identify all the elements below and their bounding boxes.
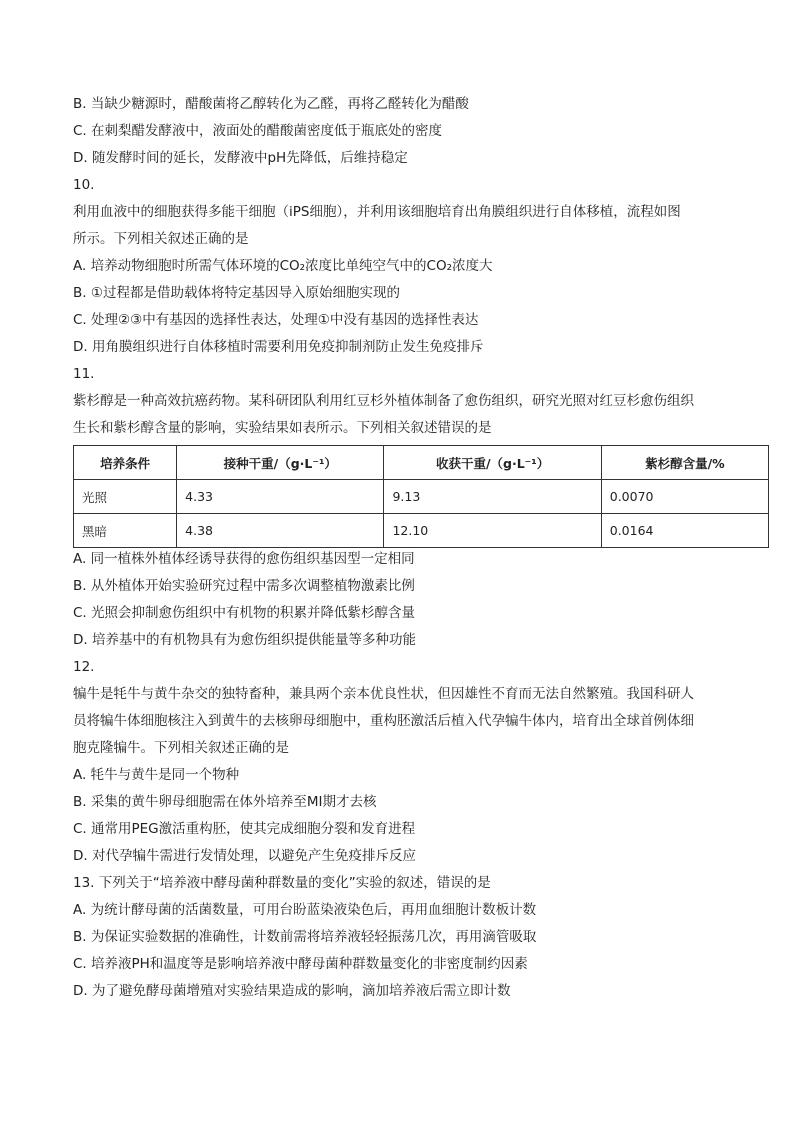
q11-option-b: B. 从外植体开始实验研究过程中需多次调整植物激素比例 [73, 578, 415, 594]
q11-option-a: A. 同一植株外植体经诱导获得的愈伤组织基因型一定相同 [73, 551, 415, 567]
table-cell: 0.0070 [601, 480, 768, 514]
table-header-cell: 培养条件 [74, 446, 177, 480]
q13-option-d: D. 为了避免酵母菌增殖对实验结果造成的影响，滴加培养液后需立即计数 [73, 983, 511, 999]
q11-stem-line-1: 紫杉醇是一种高效抗癌药物。某科研团队利用红豆杉外植体制备了愈伤组织，研究光照对红豆杉愈伤组织 [73, 393, 694, 409]
table-header-cell: 紫杉醇含量/% [601, 446, 768, 480]
table-row [74, 480, 769, 514]
q13-option-a: A. 为统计酵母菌的活菌数量，可用台盼蓝染液染色后，再用血细胞计数板计数 [73, 902, 537, 918]
q9-option-c: C. 在刺梨醋发酵液中，液面处的醋酸菌密度低于瓶底处的密度 [73, 123, 443, 139]
q12-option-b: B. 采集的黄牛卵母细胞需在体外培养至MⅠ期才去核 [73, 794, 377, 810]
table-cell: 光照 [74, 480, 177, 514]
table-cell: 4.38 [177, 514, 384, 548]
q10-option-d: D. 用角膜组织进行自体移植时需要利用免疫抑制剂防止发生免疫排斥 [73, 339, 484, 355]
table-row [74, 514, 769, 548]
q9-option-b: B. 当缺少糖源时，醋酸菌将乙醇转化为乙醛，再将乙醛转化为醋酸 [73, 96, 469, 112]
table-header-cell: 接种干重/（g·L⁻¹） [177, 446, 384, 480]
table-cell: 9.13 [384, 480, 601, 514]
q13-option-c: C. 培养液PH和温度等是影响培养液中酵母菌种群数量变化的非密度制约因素 [73, 956, 528, 972]
q11-stem-line-2: 生长和紫杉醇含量的影响，实验结果如表所示。下列相关叙述错误的是 [73, 420, 492, 436]
q10-stem-line-2: 所示。下列相关叙述正确的是 [73, 231, 249, 247]
table-header-row [74, 446, 769, 480]
q11-option-c: C. 光照会抑制愈伤组织中有机物的积累并降低紫杉醇含量 [73, 605, 416, 621]
table-cell: 0.0164 [601, 514, 768, 548]
q12-stem-line-3: 胞克隆犏牛。下列相关叙述正确的是 [73, 740, 289, 756]
q10-option-b: B. ①过程都是借助载体将特定基因导入原始细胞实现的 [73, 285, 400, 301]
q12-stem-line-1: 犏牛是牦牛与黄牛杂交的独特畜种，兼具两个亲本优良性状，但因雄性不育而无法自然繁殖。我国科研人 [73, 686, 694, 702]
q13-stem: 13. 下列关于“培养液中酵母菌种群数量的变化”实验的叙述，错误的是 [73, 875, 491, 891]
table-cell: 黑暗 [74, 514, 177, 548]
q11-option-d: D. 培养基中的有机物具有为愈伤组织提供能量等多种功能 [73, 632, 416, 648]
q12-option-c: C. 通常用PEG激活重构胚，使其完成细胞分裂和发育进程 [73, 821, 416, 837]
q12-number: 12. [73, 659, 95, 675]
q10-option-c: C. 处理②③中有基因的选择性表达，处理①中没有基因的选择性表达 [73, 312, 479, 328]
q12-option-d: D. 对代孕犏牛需进行发情处理，以避免产生免疫排斥反应 [73, 848, 416, 864]
q12-option-a: A. 牦牛与黄牛是同一个物种 [73, 767, 240, 783]
q12-stem-line-2: 员将犏牛体细胞核注入到黄牛的去核卵母细胞中，重构胚激活后植入代孕犏牛体内，培育出全球首例体细 [73, 713, 694, 729]
q11-results-table [73, 445, 769, 548]
q10-stem-line-1: 利用血液中的细胞获得多能干细胞（iPS细胞），并利用该细胞培育出角膜组织进行自体移植，流程如图 [73, 204, 681, 220]
table-cell: 12.10 [384, 514, 601, 548]
q11-number: 11. [73, 366, 95, 382]
q10-number: 10. [73, 177, 95, 193]
q10-option-a: A. 培养动物细胞时所需气体环境的CO₂浓度比单纯空气中的CO₂浓度大 [73, 258, 493, 274]
table-cell: 4.33 [177, 480, 384, 514]
q9-option-d: D. 随发酵时间的延长，发酵液中pH先降低，后维持稳定 [73, 150, 408, 166]
table-header-cell: 收获干重/（g·L⁻¹） [384, 446, 601, 480]
q13-option-b: B. 为保证实验数据的准确性，计数前需将培养液轻轻振荡几次，再用滴管吸取 [73, 929, 537, 945]
